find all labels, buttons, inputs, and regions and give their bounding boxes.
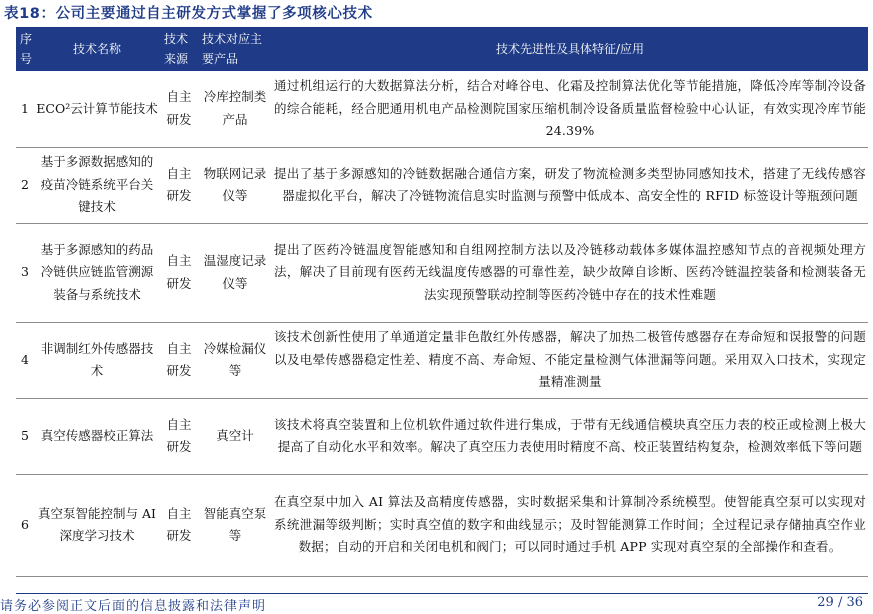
footer-disclaimer: 请务必参阅正文后面的信息披露和法律声明 <box>0 599 267 614</box>
table-row <box>16 147 868 223</box>
header-name: 技术名称 <box>34 27 160 71</box>
header-features: 技术先进性及具体特征/应用 <box>272 27 868 71</box>
cell-product: 冷媒检漏仪等 <box>198 322 272 398</box>
table-row <box>16 398 868 474</box>
cell-seq: 2 <box>16 147 34 223</box>
cell-source: 自主研发 <box>160 322 198 398</box>
cell-source: 自主研发 <box>160 474 198 576</box>
cell-name: ECO²云计算节能技术 <box>34 71 160 147</box>
cell-product: 真空计 <box>198 398 272 474</box>
cell-features: 提出了基于多源感知的冷链数据融合通信方案，研发了物流检测多类型协同感知技术，搭建了无线传感容器虚拟化平台，解决了冷链物流信息实时监测与预警中低成本、高安全性的 RFID 标签设计等瓶颈问题 <box>272 147 868 223</box>
cell-seq: 4 <box>16 322 34 398</box>
table-title: 表18：公司主要通过自主研发方式掌握了多项核心技术 <box>4 6 373 22</box>
table-row <box>16 71 868 147</box>
cell-features: 该技术创新性使用了单通道定量非色散红外传感器，解决了加热二极管传感器存在寿命短和误报警的问题以及电晕传感器稳定性差、精度不高、寿命短、不能定量检测气体泄漏等问题。采用双入口技术，实现定量精准测量 <box>272 322 868 398</box>
cell-name: 真空泵智能控制与 AI 深度学习技术 <box>34 474 160 576</box>
cell-name: 基于多源感知的药品冷链供应链监管溯源装备与系统技术 <box>34 223 160 322</box>
header-source: 技术来源 <box>160 27 198 71</box>
footer-divider <box>16 593 868 594</box>
header-product: 技术对应主要产品 <box>198 27 272 71</box>
cell-product: 智能真空泵等 <box>198 474 272 576</box>
table-row <box>16 474 868 576</box>
cell-product: 冷库控制类产品 <box>198 71 272 147</box>
cell-name: 非调制红外传感器技术 <box>34 322 160 398</box>
header-seq: 序号 <box>16 27 34 71</box>
table-row <box>16 223 868 322</box>
cell-seq: 3 <box>16 223 34 322</box>
cell-seq: 1 <box>16 71 34 147</box>
cell-features: 在真空泵中加入 AI 算法及高精度传感器，实时数据采集和计算制冷系统模型。使智能真空泵可以实现对系统泄漏等级判断；实时真空值的数字和曲线显示；及时智能测算工作时间；全过程记录存储抽真空作业数据；自动的开启和关闭电机和阀门；可以同时通过手机 APP 实现对真空泵的全部操作和查看。 <box>272 474 868 576</box>
cell-name: 真空传感器校正算法 <box>34 398 160 474</box>
cell-seq: 5 <box>16 398 34 474</box>
cell-features: 提出了医药冷链温度智能感知和自组网控制方法以及冷链移动载体多媒体温控感知节点的音视频处理方法，解决了目前现有医药无线温度传感器的可靠性差，缺少故障自诊断、医药冷链温控装备和检测装备无法实现预警联动控制等医药冷链中存在的技术性难题 <box>272 223 868 322</box>
cell-features: 该技术将真空装置和上位机软件通过软件进行集成，于带有无线通信模块真空压力表的校正或检测上极大提高了自动化水平和效率。解决了真空压力表使用时精度不高、校正装置结构复杂，检测效率低下等问题 <box>272 398 868 474</box>
table-header-row <box>16 27 868 71</box>
table-row <box>16 322 868 398</box>
cell-source: 自主研发 <box>160 71 198 147</box>
cell-source: 自主研发 <box>160 398 198 474</box>
page-number: 29 / 36 <box>817 595 863 610</box>
cell-source: 自主研发 <box>160 223 198 322</box>
cell-features: 通过机组运行的大数据算法分析，结合对峰谷电、化霜及控制算法优化等节能措施，降低冷库等制冷设备的综合能耗，经合肥通用机电产品检测院国家压缩机制冷设备质量监督检验中心认证，有效实现冷库节能 24.39% <box>272 71 868 147</box>
cell-seq: 6 <box>16 474 34 576</box>
cell-product: 物联网记录仪等 <box>198 147 272 223</box>
cell-name: 基于多源数据感知的疫苗冷链系统平台关键技术 <box>34 147 160 223</box>
cell-source: 自主研发 <box>160 147 198 223</box>
cell-product: 温湿度记录仪等 <box>198 223 272 322</box>
tech-table <box>16 27 868 577</box>
